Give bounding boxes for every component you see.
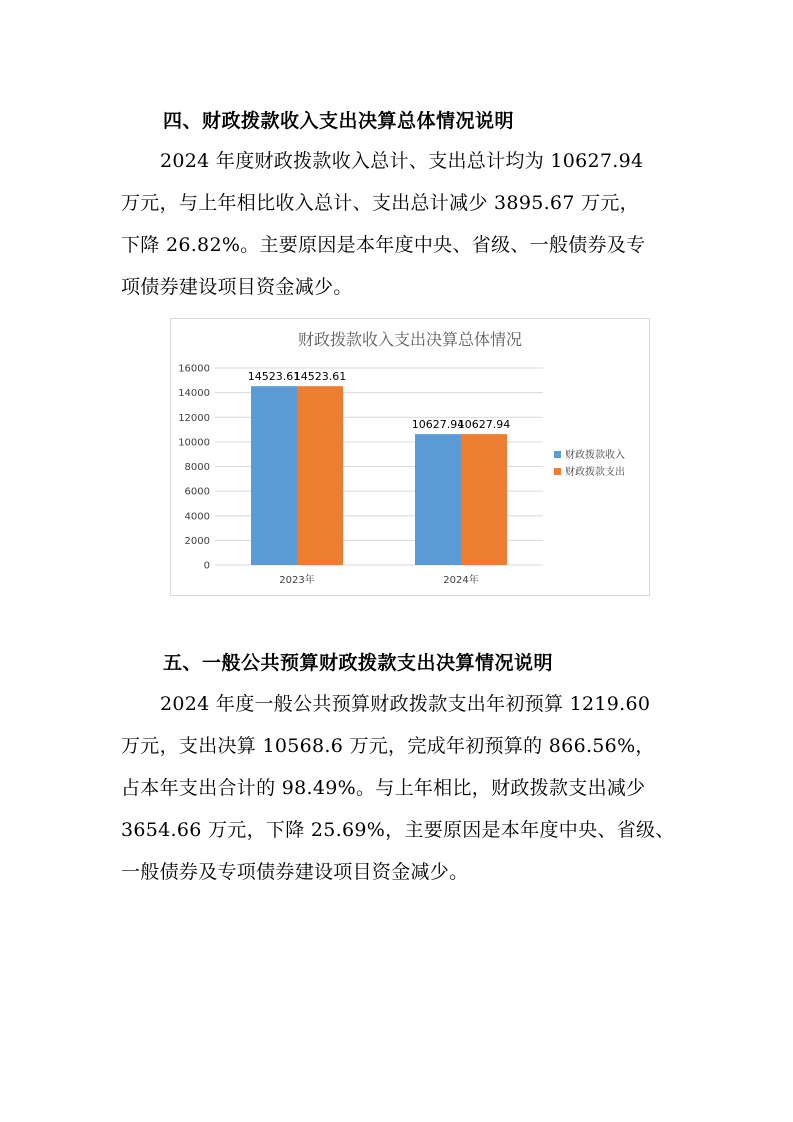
- data-label: 10627.94: [411, 418, 465, 432]
- y-tick-label: 16000: [178, 363, 210, 375]
- y-tick-label: 14000: [178, 388, 210, 400]
- legend-label: 财政拨款支出: [565, 467, 625, 478]
- bar-chart: [170, 318, 650, 596]
- legend-swatch: [554, 451, 561, 458]
- section-5-line-2: 万元，支出决算 10568.6 万元，完成年初预算的 866.56%，: [121, 735, 655, 757]
- section-5-line-5: 一般债券及专项债券建设项目资金减少。: [121, 861, 469, 883]
- data-label: 14523.61: [247, 370, 301, 384]
- data-label: 10627.94: [457, 418, 511, 432]
- section-4-line-1: 2024 年度财政拨款收入总计、支出总计均为 10627.94: [160, 150, 644, 172]
- legend-swatch: [554, 468, 561, 475]
- y-tick-label: 10000: [178, 437, 210, 449]
- y-tick-label: 4000: [184, 511, 210, 523]
- bar-expense: [461, 434, 507, 565]
- y-tick-label: 8000: [184, 462, 210, 473]
- section-5-heading: 五、一般公共预算财政拨款支出决算情况说明: [163, 652, 554, 674]
- bar-income: [415, 434, 461, 565]
- y-tick-label: 0: [203, 560, 210, 572]
- section-4-line-2: 万元，与上年相比收入总计、支出总计减少 3895.67 万元，: [121, 192, 639, 214]
- section-5-line-4: 3654.66 万元，下降 25.69%，主要原因是本年度中央、省级、: [121, 819, 675, 841]
- data-label: 14523.61: [293, 370, 347, 384]
- y-tick-label: 12000: [178, 412, 210, 424]
- chart-canvas: [171, 319, 649, 595]
- section-4-line-4: 项债券建设项目资金减少。: [121, 276, 353, 298]
- bar-income: [251, 386, 297, 565]
- legend-label: 财政拨款收入: [565, 450, 625, 461]
- x-category-label: 2023年: [279, 575, 315, 586]
- y-tick-label: 2000: [184, 535, 210, 547]
- x-category-label: 2024年: [443, 575, 479, 586]
- y-tick-label: 6000: [184, 486, 210, 498]
- chart-title: 财政拨款收入支出决算总体情况: [297, 330, 523, 349]
- section-4-line-3: 下降 26.82%。主要原因是本年度中央、省级、一般债券及专: [121, 234, 646, 256]
- section-4-heading: 四、财政拨款收入支出决算总体情况说明: [163, 110, 515, 132]
- bar-expense: [297, 386, 343, 565]
- section-5-line-1: 2024 年度一般公共预算财政拨款支出年初预算 1219.60: [160, 693, 651, 715]
- section-5-line-3: 占本年支出合计的 98.49%。与上年相比，财政拨款支出减少: [121, 777, 646, 799]
